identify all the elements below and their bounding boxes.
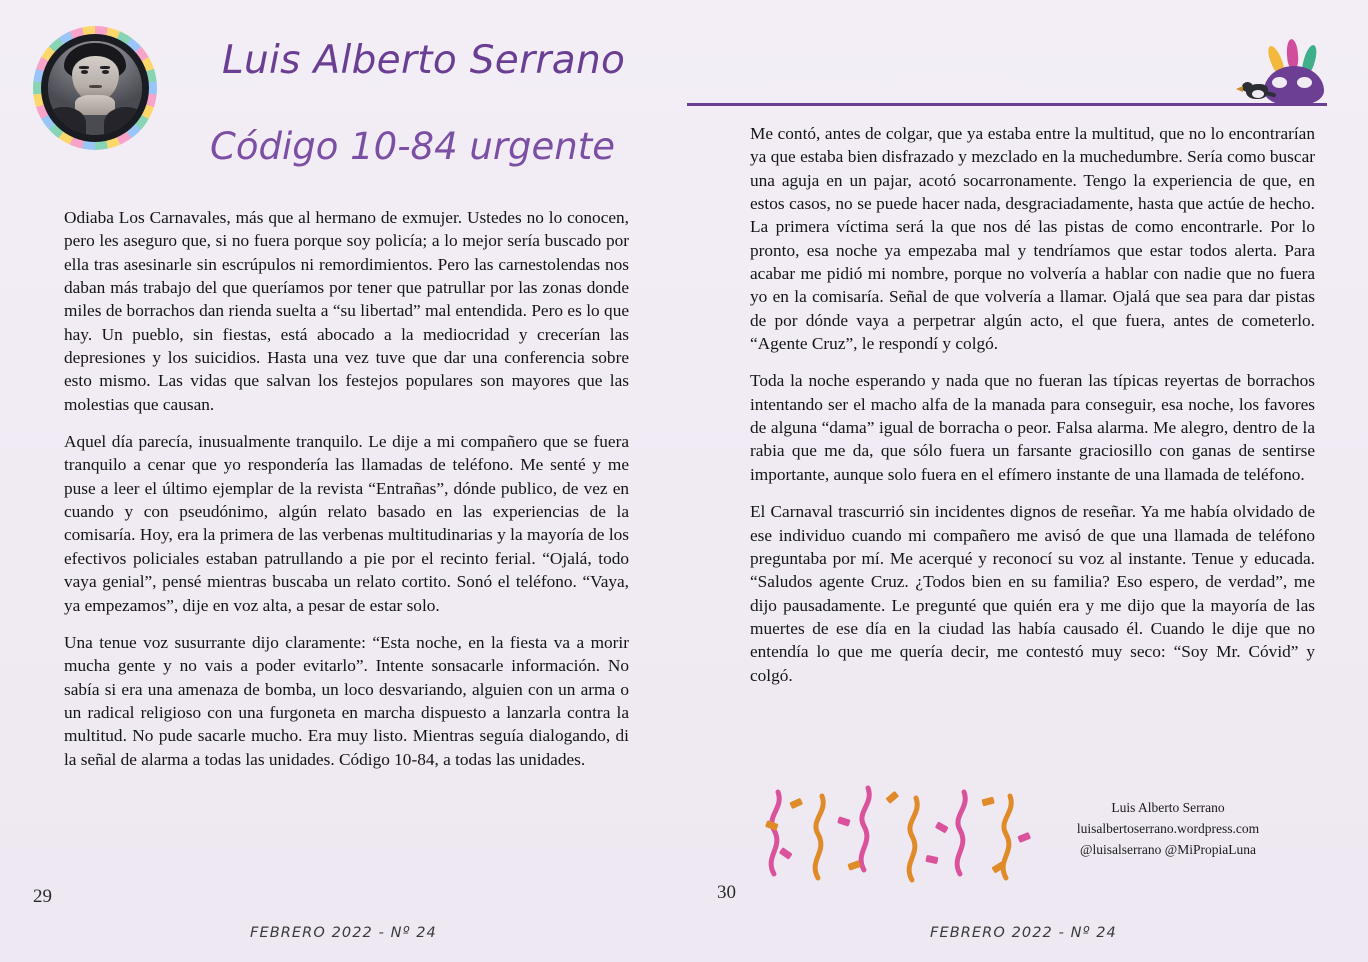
- bird-icon: [1240, 80, 1274, 106]
- paragraph: Me contó, antes de colgar, que ya estaba entre la multitud, que no lo encontrarían ya que estaba bien disfrazado y mezclado en la muchedumbre. Sería como buscar una aguja en un pajar, acotó socarronamente. Tengo la experiencia de que, en estos casos, no se puede hacer nada, desgraciadamente, hasta que actúe de hecho. La primera víctima será la que nos dé las pistas de como encontrarle. Por lo pronto, esa noche ya empezaba mal y tendríamos que estar todos alerta. Para acabar me pidió mi nombre, porque no volvería a hablar con nadie que no fuera yo en la comisaría. Señal de que volvería a llamar. Ojalá que sea para dar pistas de por dónde vaya a perpetrar algún acto, el que fuera, antes de cometerlo. “Agente Cruz”, le respondí y colgó.: [750, 124, 1315, 354]
- body-text-left-column: [64, 206, 629, 785]
- issue-label-left: FEBRERO 2022 - Nº 24: [250, 925, 437, 941]
- signature-website[interactable]: luisalbertoserrano.wordpress.com: [1076, 820, 1260, 836]
- issue-label-right: FEBRERO 2022 - Nº 24: [930, 925, 1117, 941]
- paragraph: Aquel día parecía, inusualmente tranquilo. Le dije a mi compañero que se fuera tranquilo a cenar que yo respondería las llamadas de teléfono. Me senté y me puse a leer el último ejemplar de la revista “Entrañas”, dónde publico, de vez en cuando y con pseudónimo, algún relato basado en las experiencias de la comisaría. Hoy, era la primera de las verbenas multitudinarias y la mayoría de los efectivos policiales estaban patrullando a pie por el recinto ferial. “Ojalá, todo vaya genial”, pensé mientras buscaba un relato cortito. Sonó el teléfono. “Vaya, ya empezamos”, dije en voz alta, a pesar de estar solo.: [64, 432, 629, 615]
- page-number-right: 30: [717, 882, 736, 903]
- author-name: Luis Alberto Serrano: [222, 38, 626, 83]
- body-text-right-column: [750, 122, 1315, 701]
- paragraph: Toda la noche esperando y nada que no fueran las típicas reyertas de borrachos intentando ser el macho alfa de la manada para conseguir, esa noche, los favores de alguna “dama” igual de borracha o peor. Falsa alarma. Me alegro, dentro de la rabia que me da, que sólo fuera un farsante graciosillo con ganas de sentirse importante, aunque solo fuera en el efímero instante de una llamada de teléfono.: [750, 371, 1315, 484]
- carnival-mask-icon: [1240, 44, 1332, 114]
- signature-name: Luis Alberto Serrano: [1111, 800, 1225, 815]
- paragraph: Odiaba Los Carnavales, más que al hermano de exmujer. Ustedes no lo conocen, pero les aseguro que, si no fuera porque soy policía; a lo mejor sería buscado por ella tras asesinarle sin escrúpulos ni remordimientos. Pero las carnestolendas nos daban más trabajo del que queríamos por tener que patrullar por las zonas donde miles de borrachos dan rienda suelta a “su libertad” mal entendida. Pero es lo que hay. Un pueblo, sin fiestas, está abocado a la mediocridad y crecerían las depresiones y los suicidios. Hasta una vez tuve que dar una conferencia sobre esto mismo. Las vidas que salvan los festejos populares son mayores que las molestias que causan.: [64, 208, 629, 414]
- header-divider: [687, 103, 1327, 106]
- signature-social[interactable]: @luisalserrano @MiPropiaLuna: [1080, 841, 1256, 857]
- paragraph: Una tenue voz susurrante dijo claramente: “Esta noche, en la fiesta va a morir mucha gente y no vais a poder evitarlo”. Intente sonsacarle información. No sabía si era una amenaza de bomba, un loco desvariando, alguien con un arma o un radical religioso con una furgoneta en marcha dispuesto a lanzarla contra la multitud. No pude sacarle mucho. Era muy listo. Mientras seguía dialogando, di la señal de alarma a todas las unidades. Código 10-84, a todas las unidades.: [64, 632, 629, 769]
- paragraph: El Carnaval trascurrió sin incidentes dignos de reseñar. Ya me había olvidado de ese individuo cuando mi compañero me avisó de que una llamada de teléfono preguntaba por mí. Me acerqué y reconocí su voz al instante. Tenue y educada. “Saludos agente Cruz. ¿Todos bien en su familia? Eso espero, de verdad”, me dijo pausadamente. Le pregunté que quién era y me dijo que la mayoría de las muertes de ese día en la ciudad las había causado él. Cuando le dije que no entendía lo que me quería decir, me contestó muy seco: “Soy Mr. Cóvid” y colgó.: [750, 502, 1315, 685]
- page-title: Código 10-84 urgente: [210, 125, 616, 168]
- author-portrait-photo: [48, 41, 142, 135]
- portrait-illustration: [48, 41, 142, 135]
- page-number-left: 29: [33, 886, 52, 907]
- author-signature-block: [1020, 798, 1316, 861]
- avatar: [33, 26, 157, 150]
- confetti-streamers-icon: [760, 778, 1060, 888]
